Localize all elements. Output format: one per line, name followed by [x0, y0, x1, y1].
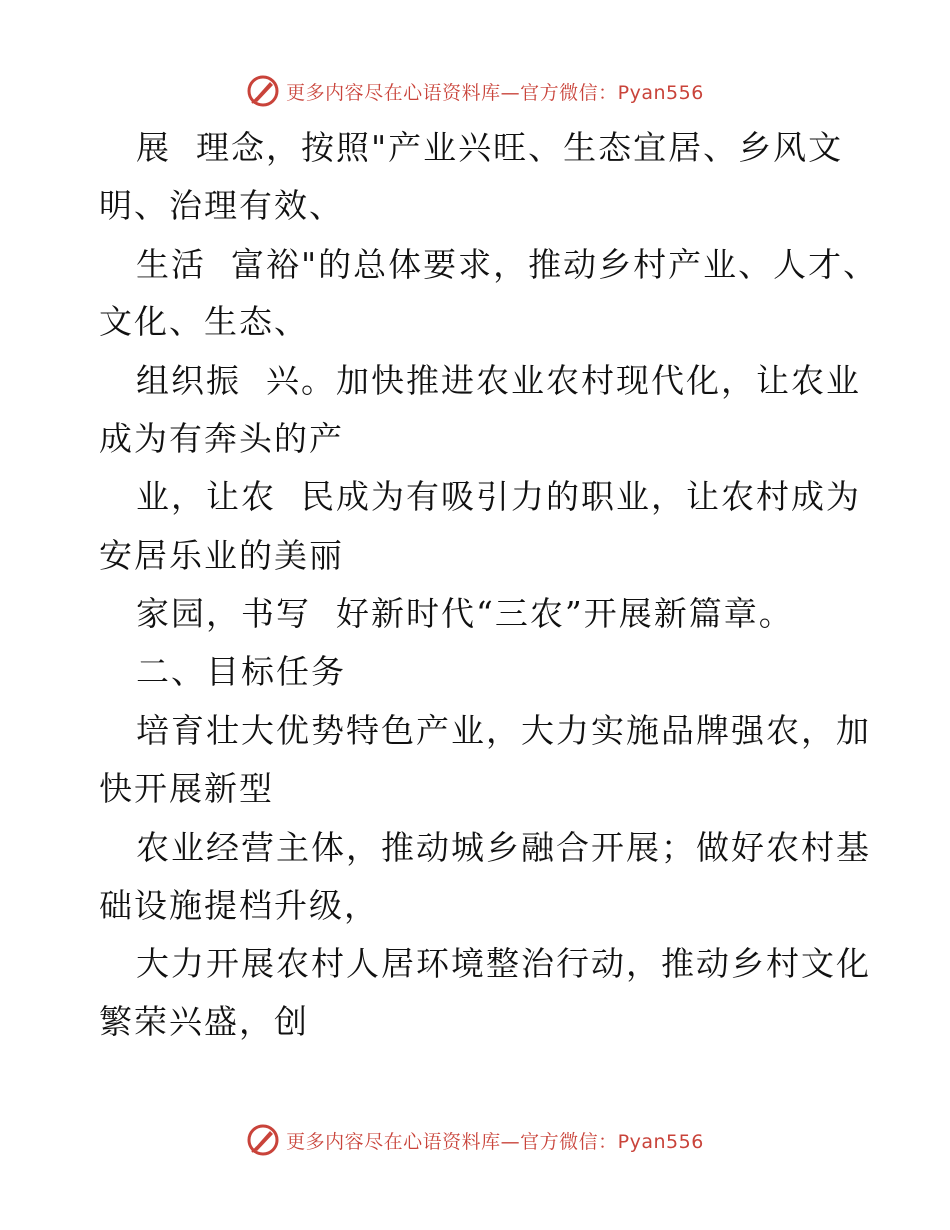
text-line: 生活 富裕"的总体要求，推动乡村产业、人才、	[136, 245, 879, 284]
text-line: 展 理念，按照"产业兴旺、生态宜居、乡风文	[136, 128, 844, 167]
footer-watermark	[0, 1120, 950, 1160]
text-line: 家园，书写 好新时代“三农”开展新篇章。	[136, 594, 794, 633]
text-line: 业，让农 民成为有吸引力的职业，让农村成为	[136, 477, 861, 516]
text-line: 农业经营主体，推动城乡融合开展；做好农村基	[136, 828, 871, 867]
section-heading: 二、目标任务	[136, 652, 346, 691]
quill-logo-icon	[246, 1123, 280, 1157]
text-line: 繁荣兴盛，创	[99, 1002, 309, 1041]
text-line: 大力开展农村人居环境整治行动，推动乡村文化	[136, 944, 871, 983]
text-line: 安居乐业的美丽	[99, 536, 344, 575]
watermark-wechat-id: Pyan556	[617, 81, 704, 104]
text-line: 组织振 兴。加快推进农业农村现代化，让农业	[136, 361, 861, 400]
text-line: 成为有奔头的产	[99, 419, 344, 458]
text-line: 文化、生态、	[99, 302, 309, 341]
text-line: 快开展新型	[99, 769, 274, 808]
watermark-wechat-id: Pyan556	[617, 1130, 704, 1153]
text-line: 础设施提档升级，	[99, 886, 379, 925]
watermark-label: 更多内容尽在心语资料库—官方微信：	[286, 1130, 618, 1153]
text-line: 培育壮大优势特色产业，大力实施品牌强农，加	[136, 711, 871, 750]
watermark-text	[286, 1127, 704, 1154]
watermark-label: 更多内容尽在心语资料库—官方微信：	[286, 81, 618, 104]
text-line: 明、治理有效、	[99, 186, 344, 225]
